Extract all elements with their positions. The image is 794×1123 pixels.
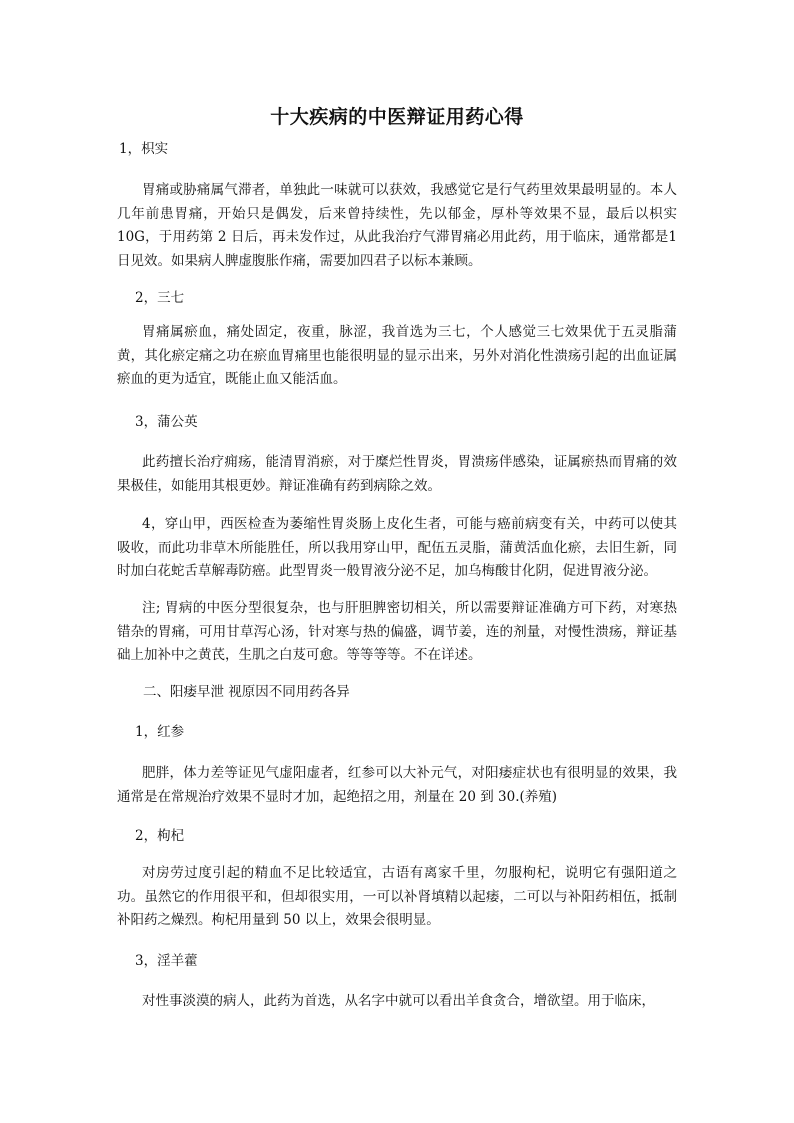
section-heading-pugongying: 3，蒲公英 <box>135 414 198 430</box>
section-heading-zhishi: 1，枳实 <box>119 141 169 157</box>
paragraph-note: 注; 胃病的中医分型很复杂，也与肝胆脾密切相关，所以需要辩证准确方可下药，对寒热错杂的胃痛，可用甘草泻心汤，针对寒与热的偏盛，调节姜，连的剂量，对慢性溃疡，辩证基础上加补中之黄芪，生肌之白芨可愈。等等等等。不在详述。 <box>117 600 677 663</box>
paragraph-sanqi: 胃痛属瘀血，痛处固定，夜重，脉涩，我首选为三七，个人感觉三七效果优于五灵脂蒲黄，其化瘀定痛之功在瘀血胃痛里也能很明显的显示出来，另外对消化性溃疡引起的出血证属瘀血的更为适宜，既能止血又能活血。 <box>117 324 677 387</box>
paragraph-chuanshanjia: 4，穿山甲，西医检查为萎缩性胃炎肠上皮化生者，可能与癌前病变有关，中药可以使其吸收，而此功非草木所能胜任，所以我用穿山甲，配伍五灵脂，蒲黄活血化瘀，去旧生新，同时加白花蛇舌草解毒防癌。此型胃炎一般胃液分泌不足，加乌梅酸甘化阴，促进胃液分泌。 <box>117 516 677 579</box>
paragraph-zhishi: 胃痛或胁痛属气滞者，单独此一味就可以获效，我感觉它是行气药里效果最明显的。本人几年前患胃痛，开始只是偶发，后来曾持续性，先以郁金，厚朴等效果不显，最后以枳实10G，于用药第 2 日后，再未发作过，从此我治疗气滞胃痛必用此药，用于临床，通常都是1日见效。如果病人脾虚腹胀作痛，需要加四君子以标本兼顾。 <box>117 182 677 269</box>
section-heading-yangwei: 二、阳痿早泄 视原因不同用药各异 <box>143 684 350 700</box>
section-heading-hongshen: 1，红参 <box>135 724 185 740</box>
paragraph-gouqi: 对房劳过度引起的精血不足比较适宜，古语有离家千里，勿服枸杞，说明它有强阳道之功。虽然它的作用很平和，但却很实用，一可以补肾填精以起痿，二可以与补阳药相伍，抵制补阳药之燥烈。枸杞用量到 50 以上，效果会很明显。 <box>117 865 677 928</box>
paragraph-yinyanghuo: 对性事淡漠的病人，此药为首选，从名字中就可以看出羊食贪合，增欲望。用于临床， <box>142 993 655 1009</box>
section-heading-yinyanghuo: 3，淫羊藿 <box>135 953 198 969</box>
paragraph-pugongying: 此药擅长治疗痈疡，能清胃消瘀，对于糜烂性胃炎，胃溃疡伴感染，证属瘀热而胃痛的效果极佳，如能用其根更妙。辩证准确有药到病除之效。 <box>117 454 677 494</box>
paragraph-hongshen: 肥胖，体力差等证见气虚阳虚者，红参可以大补元气，对阳痿症状也有很明显的效果，我通常是在常规治疗效果不显时才加，起绝招之用，剂量在 20 到 30.(养殖) <box>117 765 677 805</box>
document-title: 十大疾病的中医辩证用药心得 <box>270 106 524 128</box>
section-heading-gouqi: 2，枸杞 <box>135 828 185 844</box>
section-heading-sanqi: 2，三七 <box>135 290 185 306</box>
